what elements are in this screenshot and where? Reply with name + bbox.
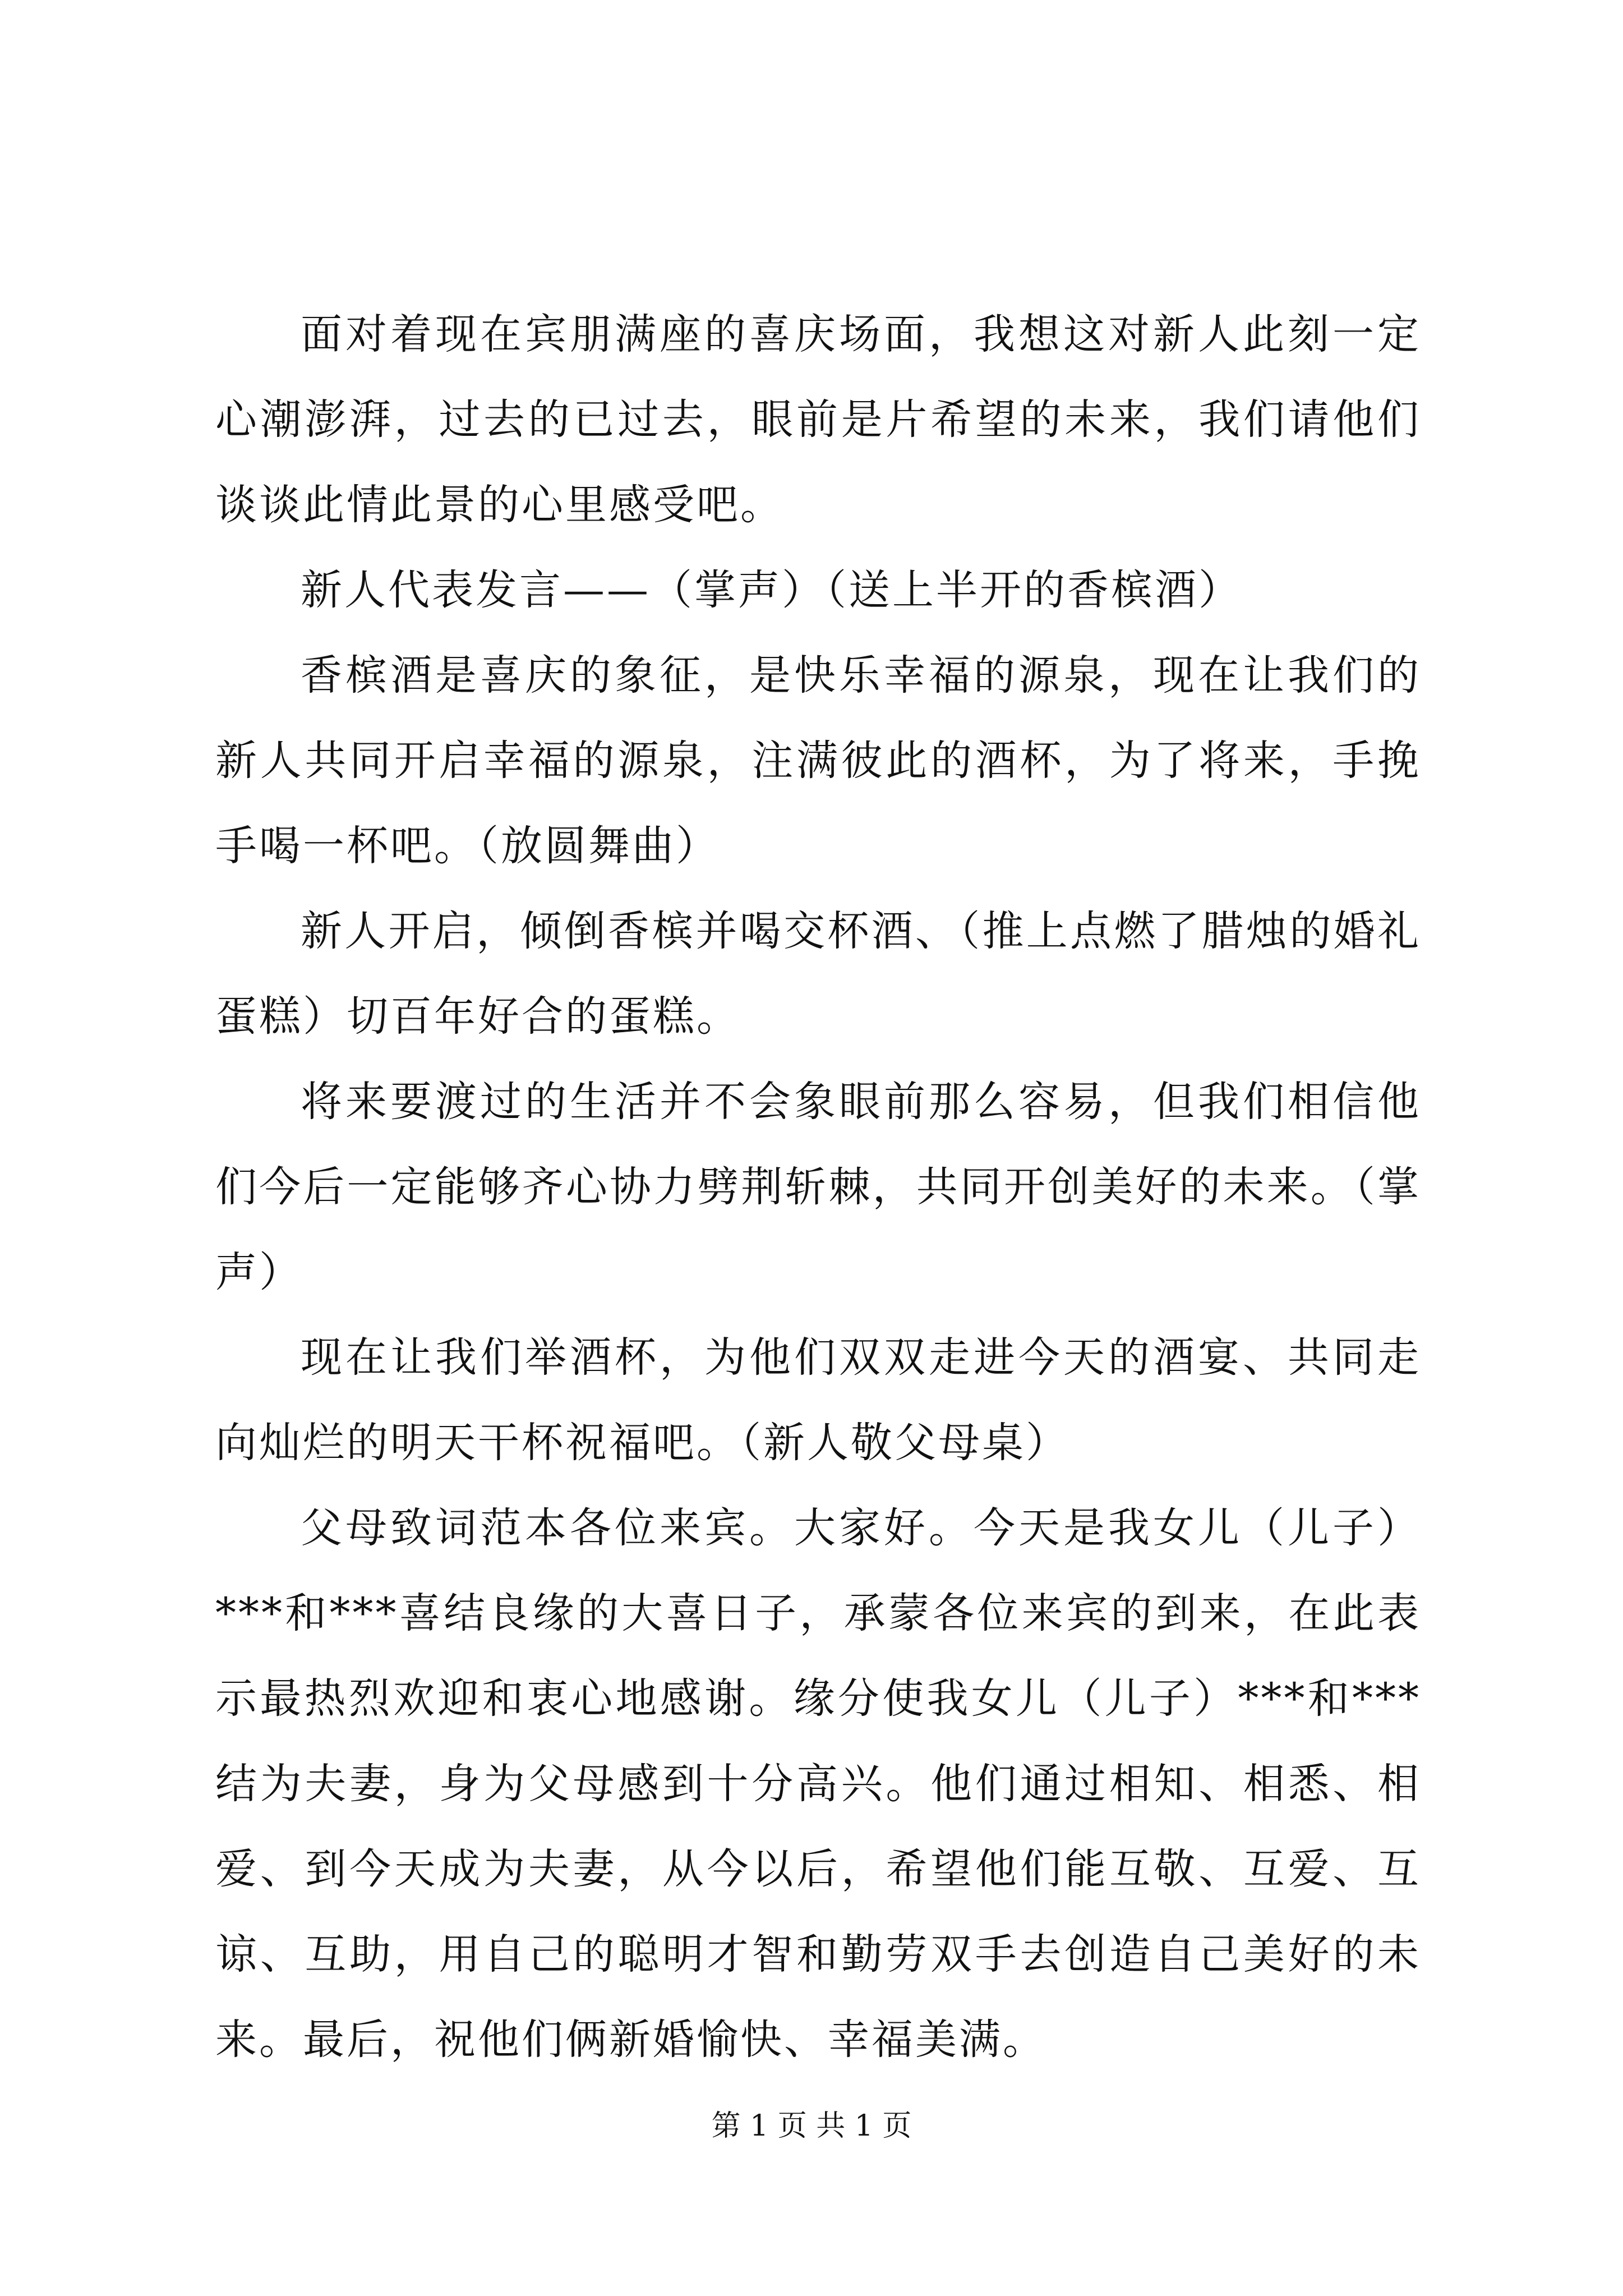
paragraph: 父母致词范本各位来宾。大家好。今天是我女儿（儿子）***和***喜结良缘的大喜日子，承蒙各位来宾的到来，在此表示最热烈欢迎和衷心地感谢。缘分使我女儿（儿子）***和***结为夫妻，身为父母感到十分高兴。他们通过相知、相悉、相爱、到今天成为夫妻，从今以后，希望他们能互敬、互爱、互谅、互助，用自己的聪明才智和勤劳双手去创造自己美好的未来。最后，祝他们俩新婚愉快、幸福美满。 [215,1504,1421,2064]
page-number: 第 1 页 共 1 页 [711,2109,912,2143]
paragraph: 新人开启，倾倒香槟并喝交杯酒、（推上点燃了腊烛的婚礼蛋糕）切百年好合的蛋糕。 [215,907,1421,1041]
document-body [215,292,1421,2082]
paragraph: 香槟酒是喜庆的象征，是快乐幸福的源泉，现在让我们的新人共同开启幸福的源泉，注满彼此的酒杯，为了将来，手挽手喝一杯吧。（放圆舞曲） [215,651,1421,870]
paragraph: 面对着现在宾朋满座的喜庆场面，我想这对新人此刻一定心潮澎湃，过去的已过去，眼前是片希望的未来，我们请他们谈谈此情此景的心里感受吧。 [215,310,1421,529]
paragraph: 将来要渡过的生活并不会象眼前那么容易，但我们相信他们今后一定能够齐心协力劈荆斩棘，共同开创美好的未来。（掌声） [215,1078,1421,1296]
paragraph: 现在让我们举酒杯，为他们双双走进今天的酒宴、共同走向灿烂的明天干杯祝福吧。（新人敬父母桌） [215,1333,1421,1467]
page-footer [0,2106,1623,2146]
paragraph: 新人代表发言——（掌声）（送上半开的香槟酒） [301,566,1242,614]
